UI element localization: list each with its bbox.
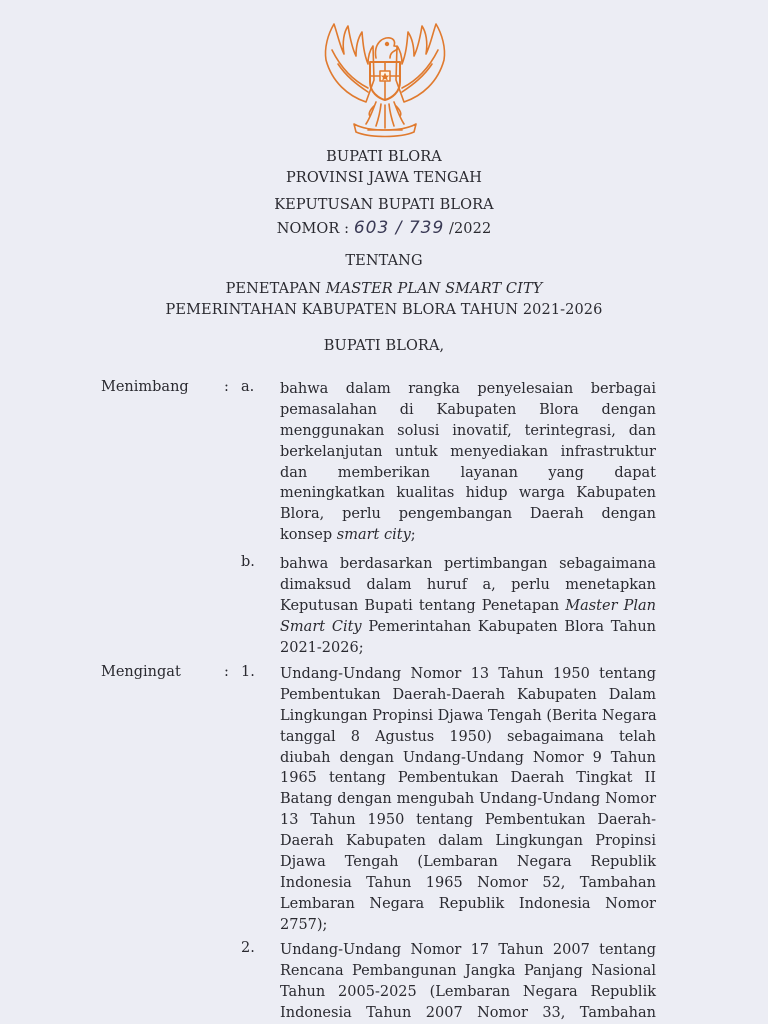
text-italic: Smart City — [280, 618, 362, 635]
text-line — [280, 525, 656, 546]
text-line: Undang-Undang Nomor 13 Tahun 1950 tentang — [280, 666, 656, 682]
text-line: Tahun 2005-2025 (Lembaran Negara Republik — [280, 983, 656, 1000]
mengingat-colon: : — [224, 664, 229, 680]
text-line: menggunakan solusi inovatif, terintegrasi, dan — [280, 422, 656, 439]
text-line: diubah dengan Undang-Undang Nomor 9 Tahun — [280, 749, 656, 766]
tentang-heading: TENTANG — [345, 253, 423, 269]
menimbang-label: Menimbang — [101, 379, 189, 395]
nomor-year: /2022 — [449, 221, 492, 237]
text-line: 1965 tentang Pembentukan Daerah Tingkat II — [280, 770, 656, 787]
text-line: dimaksud dalam huruf a, perlu menetapkan — [280, 576, 656, 593]
text-line — [280, 617, 656, 638]
text-line: Pembentukan Daerah-Daerah Kabupaten Dalam — [280, 686, 656, 703]
text-line: 2021-2026; — [280, 639, 364, 656]
item-marker: b. — [241, 554, 255, 570]
issuer-signoff: BUPATI BLORA, — [323, 338, 445, 354]
item-marker: a. — [241, 379, 255, 395]
text-line: pemasalahan di Kabupaten Blora dengan — [280, 401, 656, 418]
text-line: Indonesia Tahun 1965 Nomor 52, Tambahan — [280, 874, 656, 891]
text-line: Blora, perlu pengembangan Daerah dengan — [280, 506, 656, 523]
nomor-handwritten: 603 / 739 — [353, 218, 445, 238]
decree-subject-line2: PEMERINTAHAN KABUPATEN BLORA TAHUN 2021-2026 — [165, 302, 603, 318]
menimbang-item-a — [280, 379, 656, 546]
menimbang-colon: : — [224, 379, 229, 395]
text-run: Keputusan Bupati tentang Penetapan — [280, 597, 566, 614]
subject-prefix: PENETAPAN — [225, 281, 326, 297]
text-line — [280, 596, 656, 617]
text-line: dan memberikan layanan yang dapat — [280, 464, 656, 481]
nomor-label: NOMOR : — [276, 221, 350, 237]
text-line: meningkatkan kualitas hidup warga Kabupaten — [280, 485, 656, 502]
text-line: bahwa berdasarkan pertimbangan sebagaimana — [280, 556, 656, 572]
text-line: Lingkungan Propinsi Djawa Tengah (Berita Negara — [280, 707, 657, 724]
text-run: ; — [410, 527, 416, 544]
mengingat-item-1 — [280, 664, 656, 936]
text-line: Rencana Pembangunan Jangka Panjang Nasional — [280, 962, 656, 979]
text-line: Undang-Undang Nomor 17 Tahun 2007 tentang — [280, 942, 656, 958]
decree-title: KEPUTUSAN BUPATI BLORA — [274, 197, 494, 213]
text-italic: smart city — [336, 527, 411, 544]
text-line: Batang dengan mengubah Undang-Undang Nomor — [280, 791, 656, 808]
text-line: Indonesia Tahun 2007 Nomor 33, Tambahan — [280, 1004, 656, 1021]
text-line: Lembaran Negara Republik Indonesia Nomor — [280, 895, 656, 912]
text-line: Djawa Tengah (Lembaran Negara Republik — [280, 854, 656, 871]
item-marker: 2. — [241, 940, 255, 956]
item-marker: 1. — [241, 664, 255, 680]
text-line: bahwa dalam rangka penyelesaian berbagai — [280, 381, 656, 397]
mengingat-label: Mengingat — [101, 664, 181, 680]
text-run: Pemerintahan Kabupaten Blora Tahun — [361, 618, 656, 635]
decree-subject — [0, 281, 768, 297]
text-line: berkelanjutan untuk menyediakan infrastruktur — [280, 443, 656, 460]
province-title: PROVINSI JAWA TENGAH — [285, 170, 483, 186]
subject-italic: MASTER PLAN SMART CITY — [325, 281, 543, 297]
menimbang-item-b — [280, 554, 656, 658]
garuda-emblem-icon — [318, 20, 452, 138]
decree-number — [0, 218, 768, 238]
text-line: tanggal 8 Agustus 1950) sebagaimana telah — [280, 728, 656, 745]
text-italic: Master Plan — [565, 597, 656, 614]
text-line: 13 Tahun 1950 tentang Pembentukan Daerah- — [280, 812, 656, 829]
mengingat-item-2 — [280, 940, 656, 1024]
text-run: konsep — [280, 527, 337, 544]
text-line: 2757); — [280, 916, 328, 933]
issuer-title: BUPATI BLORA — [326, 149, 442, 165]
text-line: Daerah Kabupaten dalam Lingkungan Propinsi — [280, 833, 656, 850]
